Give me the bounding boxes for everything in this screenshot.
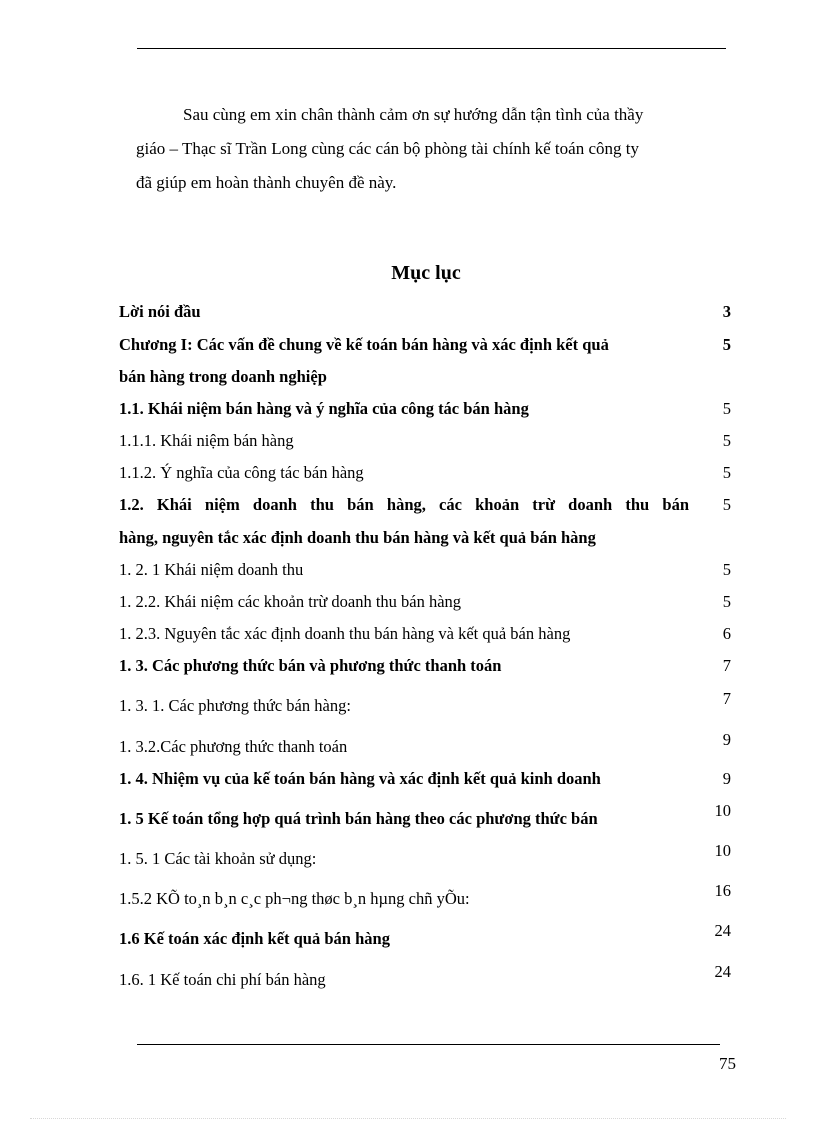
toc-entry-page: 16 (714, 881, 731, 900)
toc-entry-title: 1.1.2. Ý nghĩa của công tác bán hàng (119, 463, 364, 482)
toc-entry-page: 5 (722, 592, 731, 611)
toc-entry-page: 6 (722, 624, 731, 643)
toc-entry-title: 1. 2. 1 Khái niệm doanh thu (119, 560, 304, 579)
toc-entry-title: Lời nói đầu (119, 302, 201, 321)
acknowledgement-line: giáo – Thạc sĩ Trần Long cùng các cán bộ phòng tài chính kế toán công ty (136, 139, 639, 158)
toc-entry-title: 1. 3. Các phương thức bán và phương thức thanh toán (119, 656, 502, 675)
toc-entry-page: 3 (722, 302, 731, 321)
footer-rule (137, 1044, 720, 1045)
page-edge (30, 1118, 786, 1119)
toc-entry-title: bán hàng trong doanh nghiệp (119, 367, 327, 386)
toc-entry-title: 1.5.2 KÕ to¸n b¸n c¸c ph¬ng thøc b¸n hµng chñ yÕu: (119, 889, 470, 908)
toc-entry-title: 1.1.1. Khái niệm bán hàng (119, 431, 294, 450)
toc-entry-page: 10 (714, 801, 731, 820)
toc-entry-title: 1. 3. 1. Các phương thức bán hàng: (119, 696, 351, 715)
toc-entry-title: 1. 5. 1 Các tài khoản sử dụng: (119, 849, 317, 868)
toc-entry-page: 5 (722, 399, 731, 418)
toc-entry-page: 5 (722, 335, 731, 354)
toc-entry-title: 1.6. 1 Kế toán chi phí bán hàng (119, 970, 326, 989)
toc-entry-title: 1. 2.3. Nguyên tắc xác định doanh thu bán hàng và kết quả bán hàng (119, 624, 571, 643)
toc-entry-title: 1.2. Khái niệm doanh thu bán hàng, các khoản trừ doanh thu bán (119, 495, 689, 514)
toc-entry-page: 9 (722, 769, 731, 788)
toc-entry-title: 1.1. Khái niệm bán hàng và ý nghĩa của công tác bán hàng (119, 399, 529, 418)
toc-entry-page: 24 (714, 962, 731, 981)
acknowledgement-line: Sau cùng em xin chân thành cảm ơn sự hướng dẫn tận tình của thầy (183, 105, 644, 124)
toc-entry-page: 5 (722, 463, 731, 482)
toc-entry-title: 1. 2.2. Khái niệm các khoản trừ doanh thu bán hàng (119, 592, 462, 611)
acknowledgement-line: đã giúp em hoàn thành chuyên đề này. (136, 173, 397, 192)
toc-entry-page: 7 (722, 656, 731, 675)
toc-entry-title: 1. 3.2.Các phương thức thanh toán (119, 737, 348, 756)
toc-entry-page: 10 (714, 841, 731, 860)
toc-entry-title: 1. 5 Kế toán tổng hợp quá trình bán hàng theo các phương thức bán (119, 809, 598, 828)
toc-title: Mục lục (391, 262, 461, 284)
toc-entry-page: 5 (722, 431, 731, 450)
toc-entry-title: 1.6 Kế toán xác định kết quả bán hàng (119, 929, 390, 948)
toc-entry-page: 9 (722, 730, 731, 749)
toc-entry-page: 24 (714, 921, 731, 940)
toc-entry-title: hàng, nguyên tắc xác định doanh thu bán hàng và kết quả bán hàng (119, 528, 596, 547)
page-number: 75 (719, 1054, 736, 1073)
toc-entry-title: Chương I: Các vấn đề chung về kế toán bán hàng và xác định kết quả (119, 335, 609, 354)
toc-entry-page: 7 (722, 689, 731, 708)
toc-entry-page: 5 (722, 560, 731, 579)
toc-entry-title: 1. 4. Nhiệm vụ của kế toán bán hàng và xác định kết quả kinh doanh (119, 769, 601, 788)
toc-entry-page: 5 (722, 495, 731, 514)
